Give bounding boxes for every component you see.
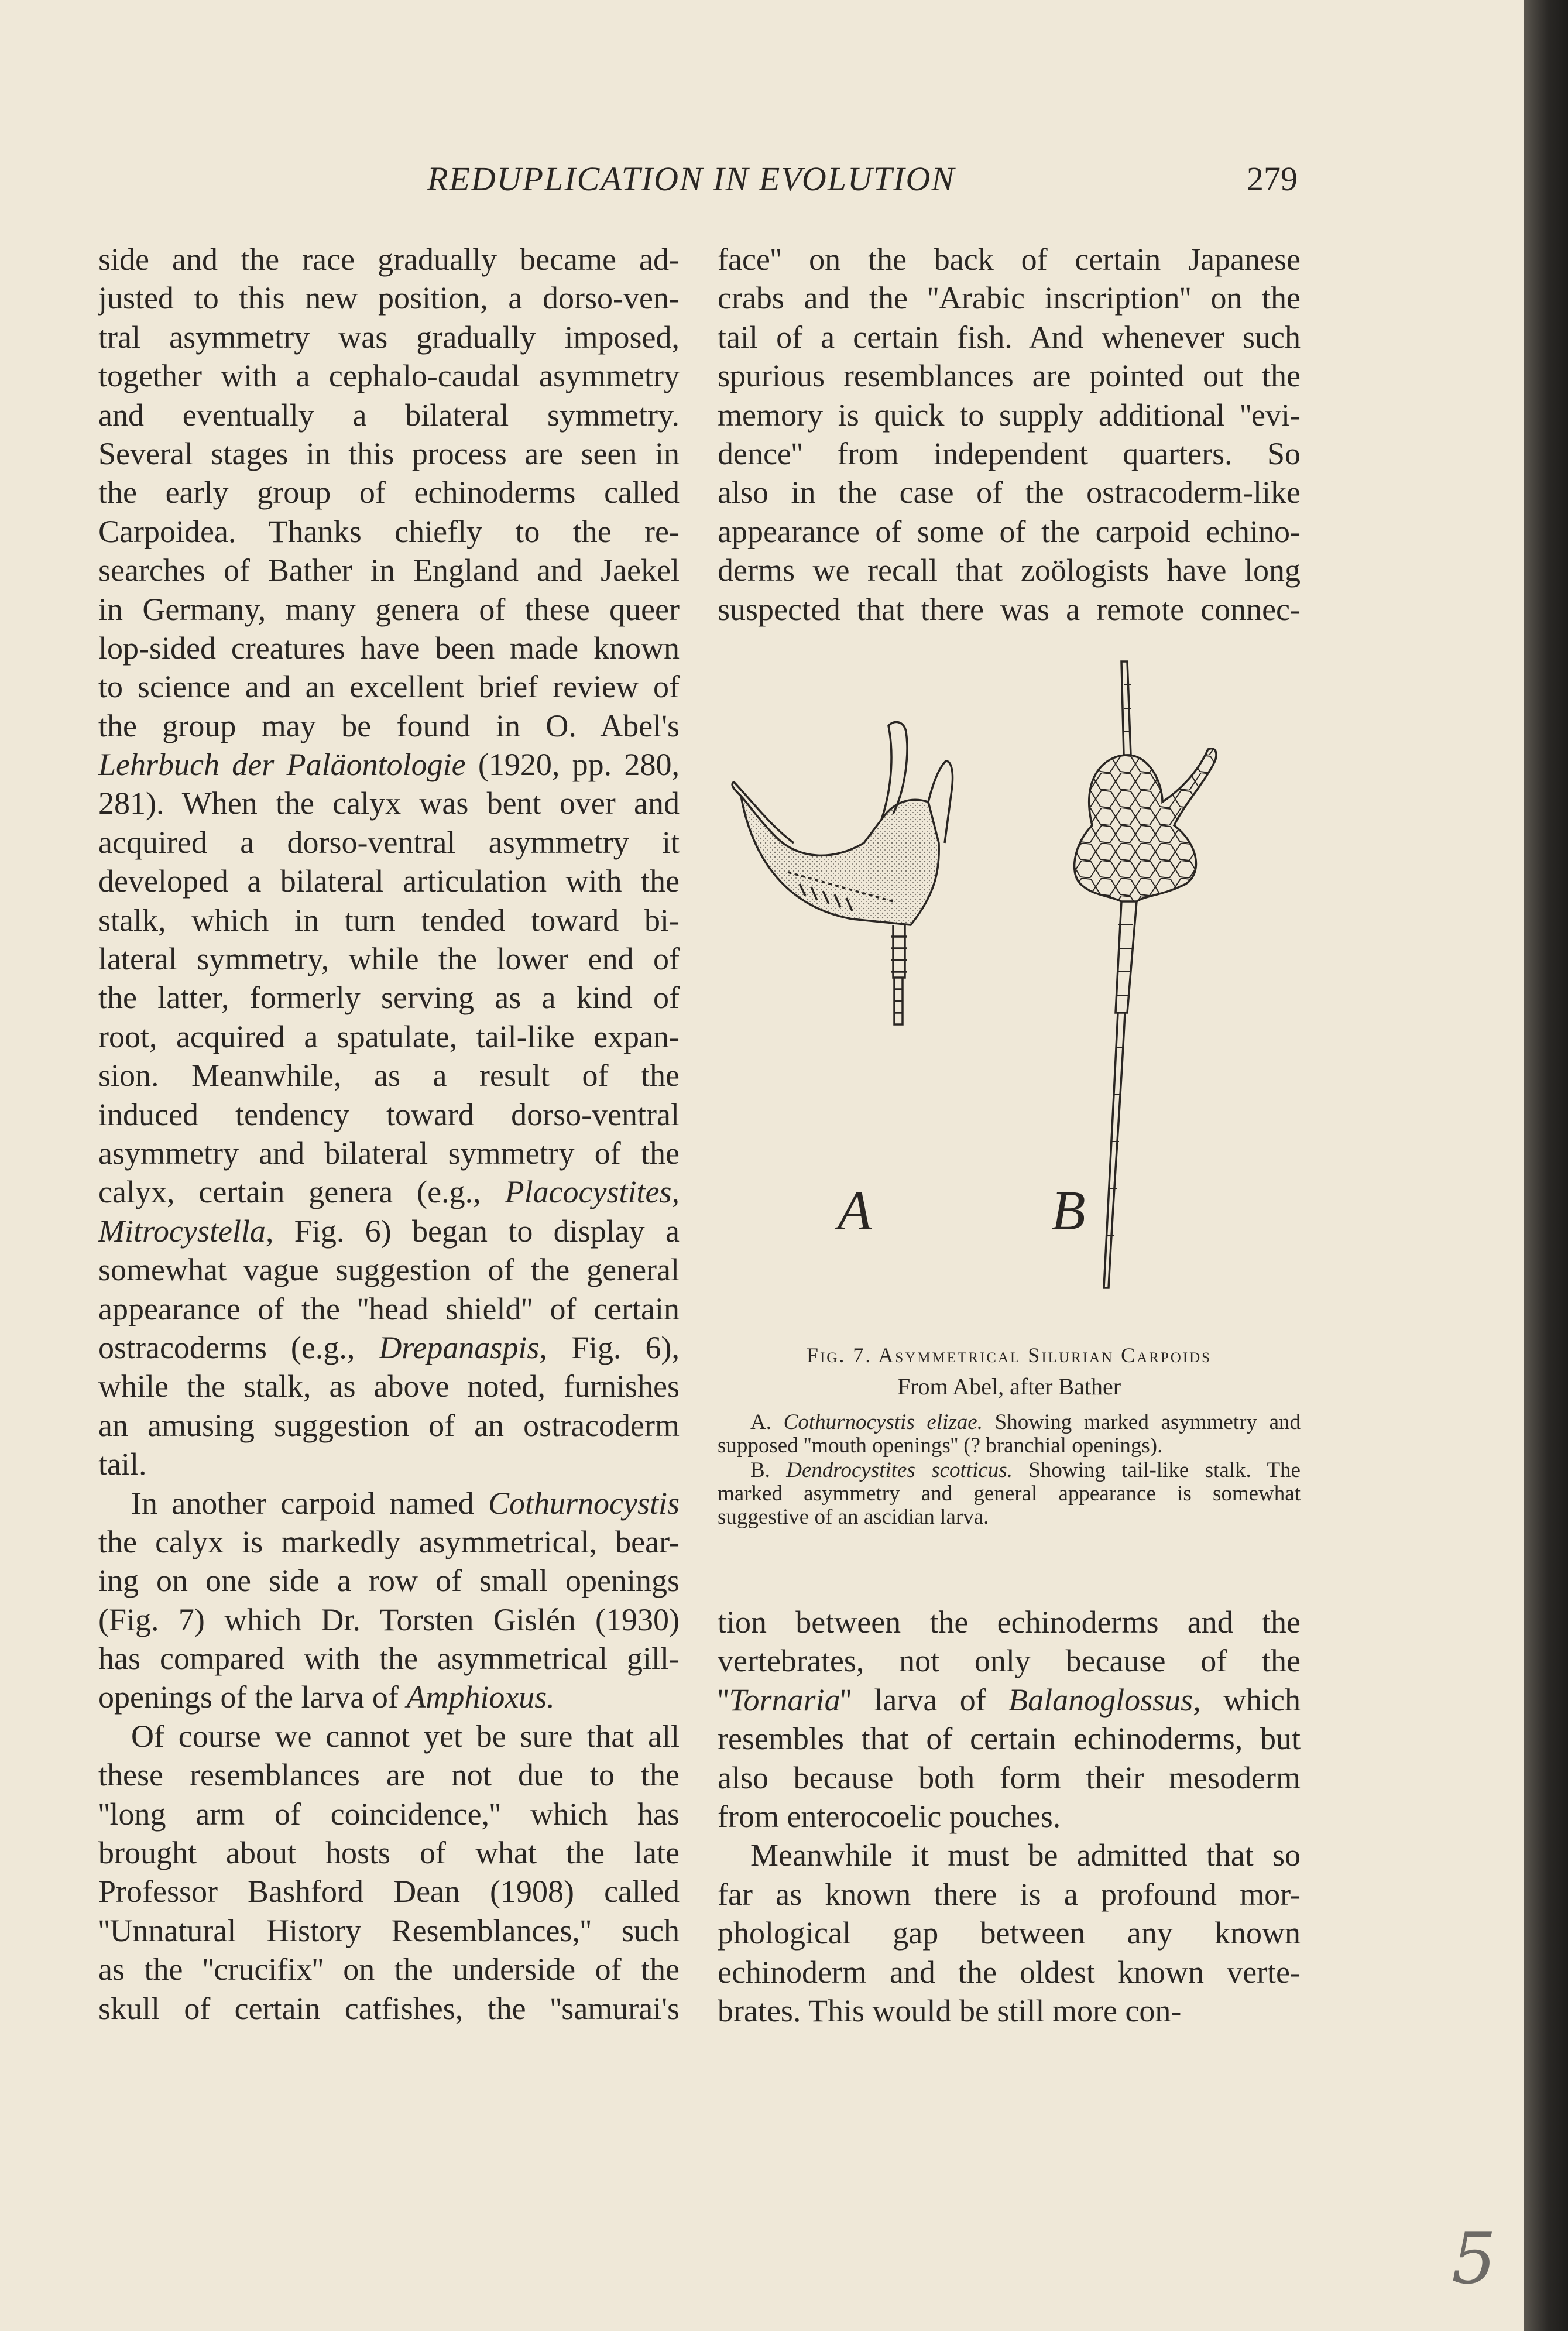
figure-note-b: B. Dendrocystites scotticus. Showing tail-like stalk. The marked asymmetry and general appearance is somewhat suggestive of an ascidian larva.	[718, 1458, 1301, 1529]
page-number: 279	[1247, 160, 1298, 198]
text-line: Several stages in this process are seen in	[98, 436, 680, 471]
running-title: REDUPLICATION IN EVOLUTION	[427, 160, 956, 198]
text-line: in Germany, many genera of these queer	[98, 591, 680, 627]
figure-7	[718, 650, 1301, 1335]
text-line: and eventually a bilateral symmetry.	[98, 397, 680, 433]
text-line: an amusing suggestion of an ostracoderm	[98, 1407, 680, 1443]
text-line: ostracoderms (e.g., Drepanaspis, Fig. 6),	[98, 1329, 680, 1365]
text-line: ing on one side a row of small openings	[98, 1563, 680, 1599]
text-line: the calyx is markedly asymmetrical, bear-	[98, 1524, 680, 1559]
text-line: acquired a dorso-ventral asymmetry it	[98, 824, 680, 860]
text-line: searches of Bather in England and Jaekel	[98, 553, 680, 588]
figure-label-b: B	[1051, 1179, 1086, 1242]
text-line: memory is quick to supply additional ''evi-	[718, 397, 1301, 433]
text-line: tion between the echinoderms and the	[718, 1605, 1301, 1640]
text-line: Professor Bashford Dean (1908) called	[98, 1874, 680, 1910]
carpoid-illustration	[718, 650, 1301, 1335]
text-line: the early group of echinoderms called	[98, 475, 680, 510]
text-line: face'' on the back of certain Japanese	[718, 242, 1301, 277]
text-line: ''long arm of coincidence,'' which has	[98, 1796, 680, 1832]
text-line: Meanwhile it must be admitted that so	[750, 1838, 1301, 1873]
specimen-b	[1075, 661, 1216, 1288]
text-line: far as known there is a profound mor-	[718, 1876, 1301, 1912]
text-line: root, acquired a spatulate, tail-like expan-	[98, 1019, 680, 1054]
text-line: (Fig. 7) which Dr. Torsten Gislén (1930)	[98, 1602, 680, 1637]
page-edge	[1524, 0, 1568, 2331]
text-line: derms we recall that zoölogists have long	[718, 553, 1301, 588]
text-line: these resemblances are not due to the	[98, 1757, 680, 1793]
text-line: the latter, formerly serving as a kind of	[98, 980, 680, 1016]
figure-label-a: A	[838, 1179, 872, 1242]
text-line: justed to this new position, a dorso-ven-	[98, 280, 680, 316]
text-line: from enterocoelic pouches.	[718, 1798, 1061, 1834]
text-line: sion. Meanwhile, as a result of the	[98, 1058, 680, 1093]
figure-caption	[718, 1339, 1301, 1403]
text-line: stalk, which in turn tended toward bi-	[98, 902, 680, 938]
right-column-bottom	[718, 1603, 1301, 2030]
text-line: lateral symmetry, while the lower end of	[98, 941, 680, 977]
text-line: skull of certain catfishes, the ''samurai's	[98, 1990, 680, 2026]
text-line: developed a bilateral articulation with the	[98, 863, 680, 899]
text-line: somewhat vague suggestion of the general	[98, 1252, 680, 1288]
text-line: Lehrbuch der Paläontologie (1920, pp. 280,	[98, 747, 680, 783]
figure-notes	[718, 1411, 1301, 1530]
text-line: openings of the larva of Amphioxus.	[98, 1679, 555, 1715]
text-line: calyx, certain genera (e.g., Placocystites,	[98, 1174, 680, 1210]
text-line: phological gap between any known	[718, 1915, 1301, 1951]
text-line: tral asymmetry was gradually imposed,	[98, 319, 680, 355]
figure-note-a: A. Cothurnocystis elizae. Showing marked asymmetry and supposed ''mouth openings'' (? branchial openings).	[718, 1410, 1301, 1458]
text-line: suspected that there was a remote connec-	[718, 591, 1301, 627]
text-line: ''Tornaria'' larva of Balanoglossus, which	[718, 1682, 1301, 1718]
left-column	[98, 240, 680, 2028]
specimen-a	[732, 722, 952, 1024]
text-line: resembles that of certain echinoderms, but	[718, 1721, 1301, 1757]
text-line: echinoderm and the oldest known verte-	[718, 1954, 1301, 1990]
text-line: while the stalk, as above noted, furnishes	[98, 1369, 680, 1404]
text-line: induced tendency toward dorso-ventral	[98, 1096, 680, 1132]
text-line: Of course we cannot yet be sure that all	[131, 1718, 680, 1754]
text-line: also in the case of the ostracoderm-like	[718, 475, 1301, 510]
text-line: also because both form their mesoderm	[718, 1760, 1301, 1795]
text-line: lop-sided creatures have been made known	[98, 630, 680, 666]
text-line: as the ''crucifix'' on the underside of the	[98, 1952, 680, 1987]
pencil-annotation: 5	[1452, 2219, 1497, 2300]
figure-title: Fig. 7. Asymmetrical Silurian Carpoids	[806, 1343, 1212, 1367]
text-line: appearance of the ''head shield'' of certain	[98, 1291, 680, 1326]
text-line: appearance of some of the carpoid echino-	[718, 513, 1301, 549]
text-line: In another carpoid named Cothurnocystis	[131, 1485, 680, 1521]
text-line: Mitrocystella, Fig. 6) began to display a	[98, 1213, 680, 1249]
text-line: brates. This would be still more con-	[718, 1993, 1182, 2028]
text-line: tail of a certain fish. And whenever such	[718, 319, 1301, 355]
text-line: Carpoidea. Thanks chiefly to the re-	[98, 513, 680, 549]
text-line: spurious resemblances are pointed out the	[718, 358, 1301, 394]
text-line: ''Unnatural History Resemblances,'' such	[98, 1912, 680, 1948]
figure-subtitle: From Abel, after Bather	[897, 1373, 1121, 1400]
text-line: to science and an excellent brief review of	[98, 669, 680, 705]
text-line: vertebrates, not only because of the	[718, 1643, 1301, 1679]
text-line: the group may be found in O. Abel's	[98, 708, 680, 743]
text-line: asymmetry and bilateral symmetry of the	[98, 1135, 680, 1171]
text-line: dence'' from independent quarters. So	[718, 436, 1301, 471]
right-column-top	[718, 240, 1301, 629]
text-line: side and the race gradually became ad-	[98, 242, 680, 277]
text-line: tail.	[98, 1446, 147, 1482]
text-line: crabs and the ''Arabic inscription'' on the	[718, 280, 1301, 316]
text-line: brought about hosts of what the late	[98, 1835, 680, 1871]
text-line: together with a cephalo-caudal asymmetry	[98, 358, 680, 394]
text-line: 281). When the calyx was bent over and	[98, 786, 680, 821]
text-line: has compared with the asymmetrical gill-	[98, 1641, 680, 1677]
